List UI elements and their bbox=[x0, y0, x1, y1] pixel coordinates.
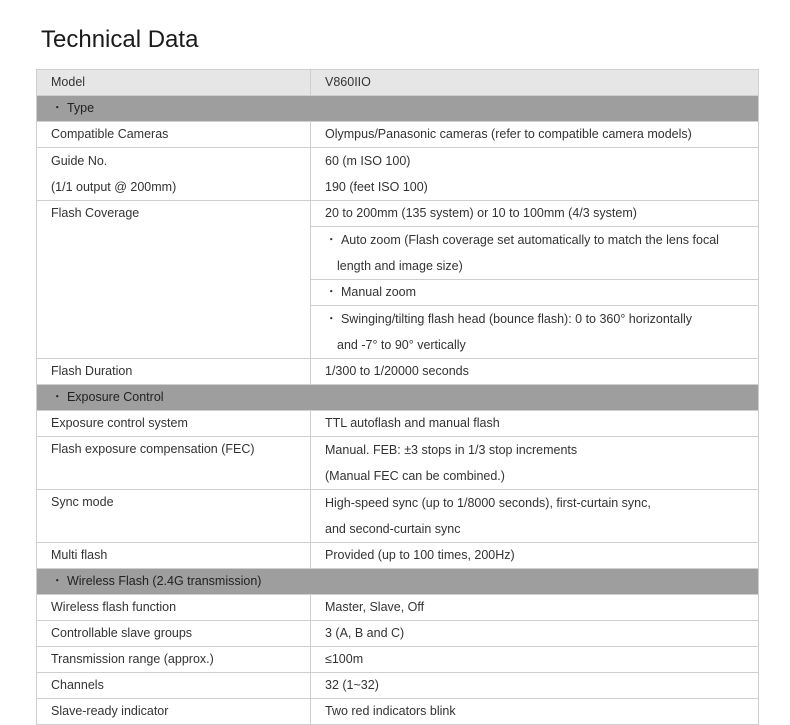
table-row bbox=[37, 122, 759, 148]
row-label: Flash exposure compensation (FEC) bbox=[37, 437, 311, 490]
header-label: Model bbox=[37, 70, 311, 96]
table-row bbox=[37, 437, 759, 490]
row-value: ≤100m bbox=[311, 647, 759, 673]
header-value: V860IIO bbox=[311, 70, 759, 96]
row-value bbox=[311, 227, 759, 280]
row-value: ・ Manual zoom bbox=[311, 280, 759, 306]
spec-table bbox=[36, 69, 759, 725]
row-label bbox=[37, 148, 311, 201]
row-label: Slave-ready indicator bbox=[37, 699, 311, 725]
table-row bbox=[37, 595, 759, 621]
table-row bbox=[37, 411, 759, 437]
row-value: Olympus/Panasonic cameras (refer to compatible camera models) bbox=[311, 122, 759, 148]
row-value: 1/300 to 1/20000 seconds bbox=[311, 359, 759, 385]
row-label: Compatible Cameras bbox=[37, 122, 311, 148]
row-label-line: (1/1 output @ 200mm) bbox=[51, 180, 177, 194]
row-value: 3 (A, B and C) bbox=[311, 621, 759, 647]
row-label: Wireless flash function bbox=[37, 595, 311, 621]
table-row bbox=[37, 201, 759, 227]
section-wireless bbox=[37, 569, 759, 595]
table-row bbox=[37, 699, 759, 725]
row-value bbox=[311, 490, 759, 543]
row-value-line: ・ Auto zoom (Flash coverage set automatically to match the lens focal bbox=[325, 233, 719, 247]
row-label: Transmission range (approx.) bbox=[37, 647, 311, 673]
row-value: Provided (up to 100 times, 200Hz) bbox=[311, 543, 759, 569]
table-row bbox=[37, 673, 759, 699]
row-label: Channels bbox=[37, 673, 311, 699]
row-value-line: 190 (feet ISO 100) bbox=[325, 180, 428, 194]
table-row bbox=[37, 148, 759, 201]
row-value-line: ・ Swinging/tilting flash head (bounce flash): 0 to 360° horizontally bbox=[325, 312, 693, 326]
row-label: Flash Duration bbox=[37, 359, 311, 385]
row-label: Sync mode bbox=[37, 490, 311, 543]
section-title: ・ Exposure Control bbox=[37, 385, 759, 411]
row-value-line: (Manual FEC can be combined.) bbox=[325, 469, 505, 483]
row-value: TTL autoflash and manual flash bbox=[311, 411, 759, 437]
table-row bbox=[37, 543, 759, 569]
section-type bbox=[37, 96, 759, 122]
row-label: Controllable slave groups bbox=[37, 621, 311, 647]
row-label: Exposure control system bbox=[37, 411, 311, 437]
row-value bbox=[311, 437, 759, 490]
section-exposure bbox=[37, 385, 759, 411]
row-value: 20 to 200mm (135 system) or 10 to 100mm (4/3 system) bbox=[311, 201, 759, 227]
row-value: Master, Slave, Off bbox=[311, 595, 759, 621]
row-value bbox=[311, 306, 759, 359]
table-header-row bbox=[37, 70, 759, 96]
table-row bbox=[37, 647, 759, 673]
row-label: Multi flash bbox=[37, 543, 311, 569]
table-row bbox=[37, 490, 759, 543]
row-value-line: and second-curtain sync bbox=[325, 522, 461, 536]
row-value: 32 (1~32) bbox=[311, 673, 759, 699]
row-value-line: High-speed sync (up to 1/8000 seconds), first-curtain sync, bbox=[325, 496, 651, 510]
row-value-line: length and image size) bbox=[337, 259, 463, 273]
section-title: ・ Type bbox=[37, 96, 759, 122]
section-title: ・ Wireless Flash (2.4G transmission) bbox=[37, 569, 759, 595]
row-value: Two red indicators blink bbox=[311, 699, 759, 725]
row-value-line: Manual. FEB: ±3 stops in 1/3 stop increments bbox=[325, 443, 578, 457]
table-row bbox=[37, 621, 759, 647]
table-row bbox=[37, 359, 759, 385]
row-label-line: Guide No. bbox=[51, 154, 108, 168]
row-value-line: 60 (m ISO 100) bbox=[325, 154, 411, 168]
page-title: Technical Data bbox=[41, 26, 199, 53]
row-value-line: and -7° to 90° vertically bbox=[337, 338, 466, 352]
row-value bbox=[311, 148, 759, 201]
row-label: Flash Coverage bbox=[37, 201, 311, 359]
